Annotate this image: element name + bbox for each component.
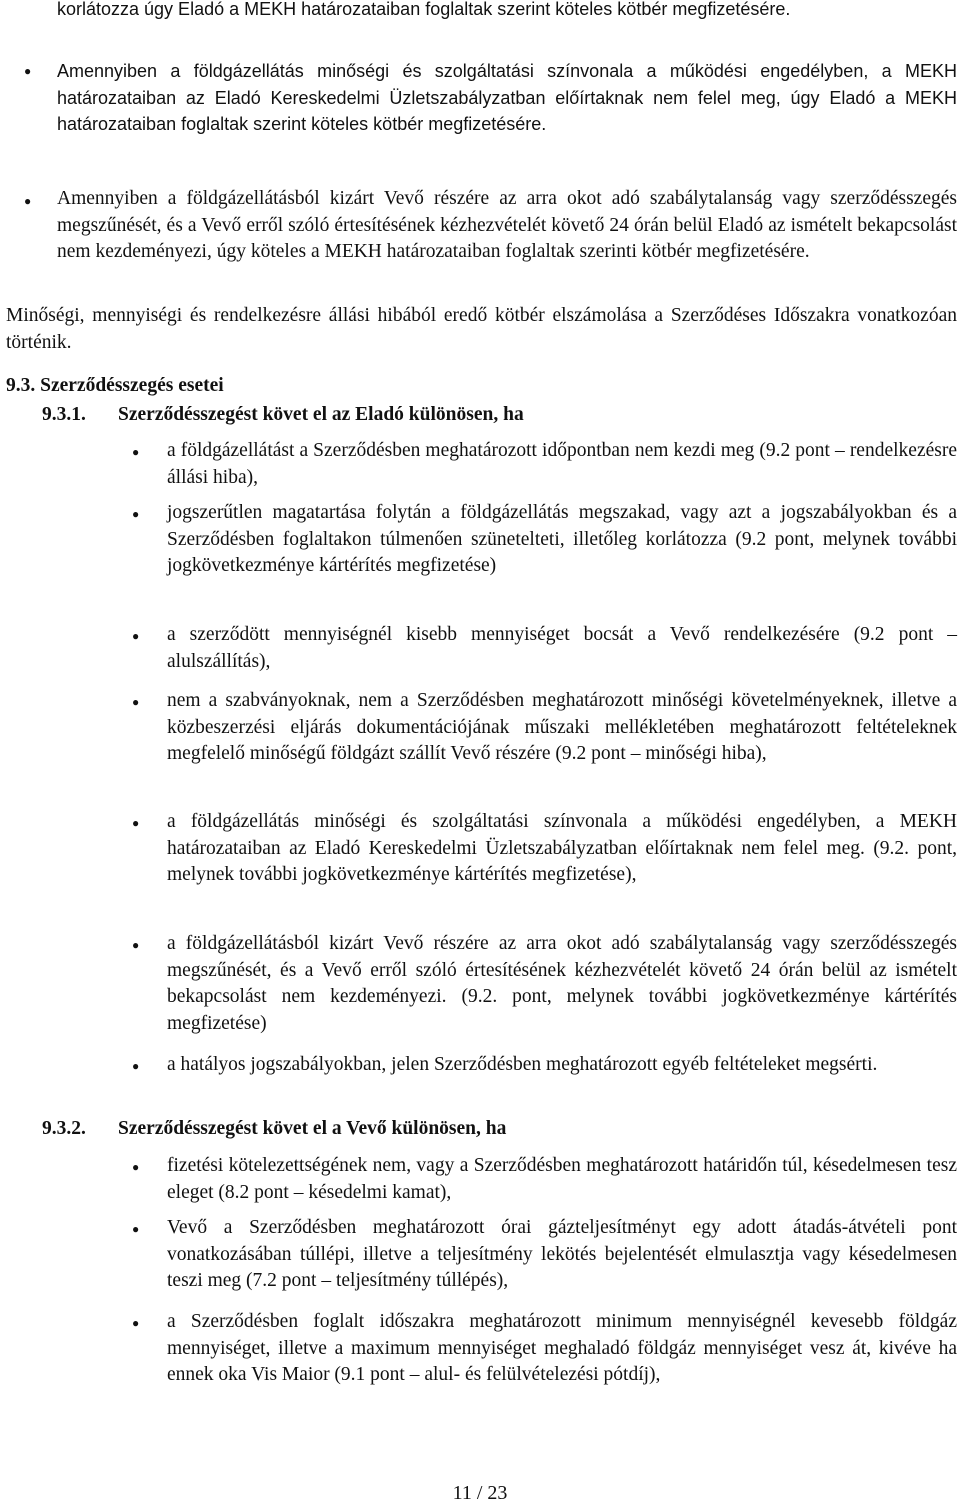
list-item: Amennyiben a földgázellátás minőségi és szolgáltatási színvonala a működési engedélyben, a MEKH határozataiban az Eladó Kereskedelmi Üzletszabályzatban előírtaknak nem felel meg, úgy Eladó a MEKH határozataiban foglaltak szerint köteles kötbér megfizetésére. bbox=[57, 61, 957, 134]
bullet-icon: ● bbox=[132, 695, 140, 709]
bullet-icon: ● bbox=[132, 1222, 140, 1236]
bullet-icon: ● bbox=[132, 1160, 140, 1174]
list-item: jogszerűtlen magatartása folytán a földgázellátás megszakad, vagy azt a jogszabályokban és a Szerződésben foglaltakon túlmenően szünetelteti, illetőleg korlátozza (9.2 pont, melynek további jogkövetkezménye kártérítés megfizetése) bbox=[167, 502, 957, 576]
bullet-icon: ● bbox=[132, 816, 140, 830]
list-item: nem a szabványoknak, nem a Szerződésben meghatározott minőségi követelményeknek, illetve a közbeszerzési eljárás dokumentációjának műszaki mellékletében meghatározott feltételeknek megfelelő minőségű földgázt szállít Vevő részére (9.2 pont – minőségi hiba), bbox=[167, 690, 957, 764]
list-item: a földgázellátás minőségi és szolgáltatási színvonala a működési engedélyben, a MEKH határozataiban az Eladó Kereskedelmi Üzletszabályzatban előírtaknak nem felel meg. (9.2. pont, melynek további jogkövetkezménye kártérítés megfizetése), bbox=[167, 811, 957, 885]
list-item: a Szerződésben foglalt időszakra meghatározott minimum mennyiségnél kevesebb földgáz mennyiséget, illetve a maximum mennyiséget meghaladó földgáz mennyiséget vesz át, kivéve ha ennek oka Vis Maior (9.1 pont – alul- és felülvételezési pótdíj), bbox=[167, 1311, 957, 1385]
list-item: Amennyiben a földgázellátásból kizárt Vevő részére az arra okot adó szabálytalanság vagy szerződésszegés megszűnését, és a Vevő erről szóló értesítésének kézhezvételét követő 24 órán belül Eladó az ismételt bekapcsolást nem kezdeményezi, úgy köteles a MEKH határozataiban foglaltak szerinti kötbér megfizetésére. bbox=[57, 188, 957, 262]
list-item: a földgázellátást a Szerződésben meghatározott időpontban nem kezdi meg (9.2 pont – rendelkezésre állási hiba), bbox=[167, 440, 957, 488]
bullet-icon: ● bbox=[132, 1316, 140, 1330]
list-item: fizetési kötelezettségének nem, vagy a Szerződésben meghatározott határidőn túl, késedelmesen tesz eleget (8.2 pont – késedelmi kamat), bbox=[167, 1155, 957, 1203]
continuation-text: korlátozza úgy Eladó a MEKH határozataiban foglaltak szerint köteles kötbér megfizetésére. bbox=[57, 0, 791, 19]
bullet-icon: ● bbox=[132, 938, 140, 952]
bullet-icon: ● bbox=[24, 194, 32, 208]
bullet-icon: ● bbox=[132, 629, 140, 643]
section-heading: 9.3. Szerződésszegés esetei bbox=[6, 375, 224, 396]
paragraph: Minőségi, mennyiségi és rendelkezésre állási hibából eredő kötbér elszámolása a Szerződéses Időszakra vonatkozóan történik. bbox=[6, 305, 957, 353]
subsection-number: 9.3.1. bbox=[42, 404, 86, 425]
bullet-icon: ● bbox=[132, 445, 140, 459]
bullet-icon: ● bbox=[24, 64, 32, 78]
subsection-title: Szerződésszegést követ el az Eladó különösen, ha bbox=[118, 404, 524, 425]
list-item: a földgázellátásból kizárt Vevő részére az arra okot adó szabálytalanság vagy szerződésszegés megszűnését, és a Vevő erről szóló értesítésének kézhezvételét követő 24 órán belül az ismételt bekapcsolást nem kezdeményezi. (9.2. pont, melynek további jogkövetkezménye kártérítés megfizetése) bbox=[167, 933, 957, 1034]
list-item: a szerződött mennyiségnél kisebb mennyiséget bocsát a Vevő rendelkezésére (9.2 pont – alulszállítás), bbox=[167, 624, 957, 672]
list-item: a hatályos jogszabályokban, jelen Szerződésben meghatározott egyéb feltételeket megsérti. bbox=[167, 1054, 878, 1075]
subsection-title: Szerződésszegést követ el a Vevő különösen, ha bbox=[118, 1118, 507, 1139]
bullet-icon: ● bbox=[132, 1059, 140, 1073]
bullet-icon: ● bbox=[132, 507, 140, 521]
list-item: Vevő a Szerződésben meghatározott órai gázteljesítményt egy adott átadás-átvételi pont vonatkozásában túllépi, illetve a teljesítmény lekötés bejelentését elmulasztja vagy késedelmesen teszi meg (7.2 pont – teljesítmény túllépés), bbox=[167, 1217, 957, 1291]
page-number: 11 / 23 bbox=[452, 1482, 508, 1504]
subsection-number: 9.3.2. bbox=[42, 1118, 86, 1139]
